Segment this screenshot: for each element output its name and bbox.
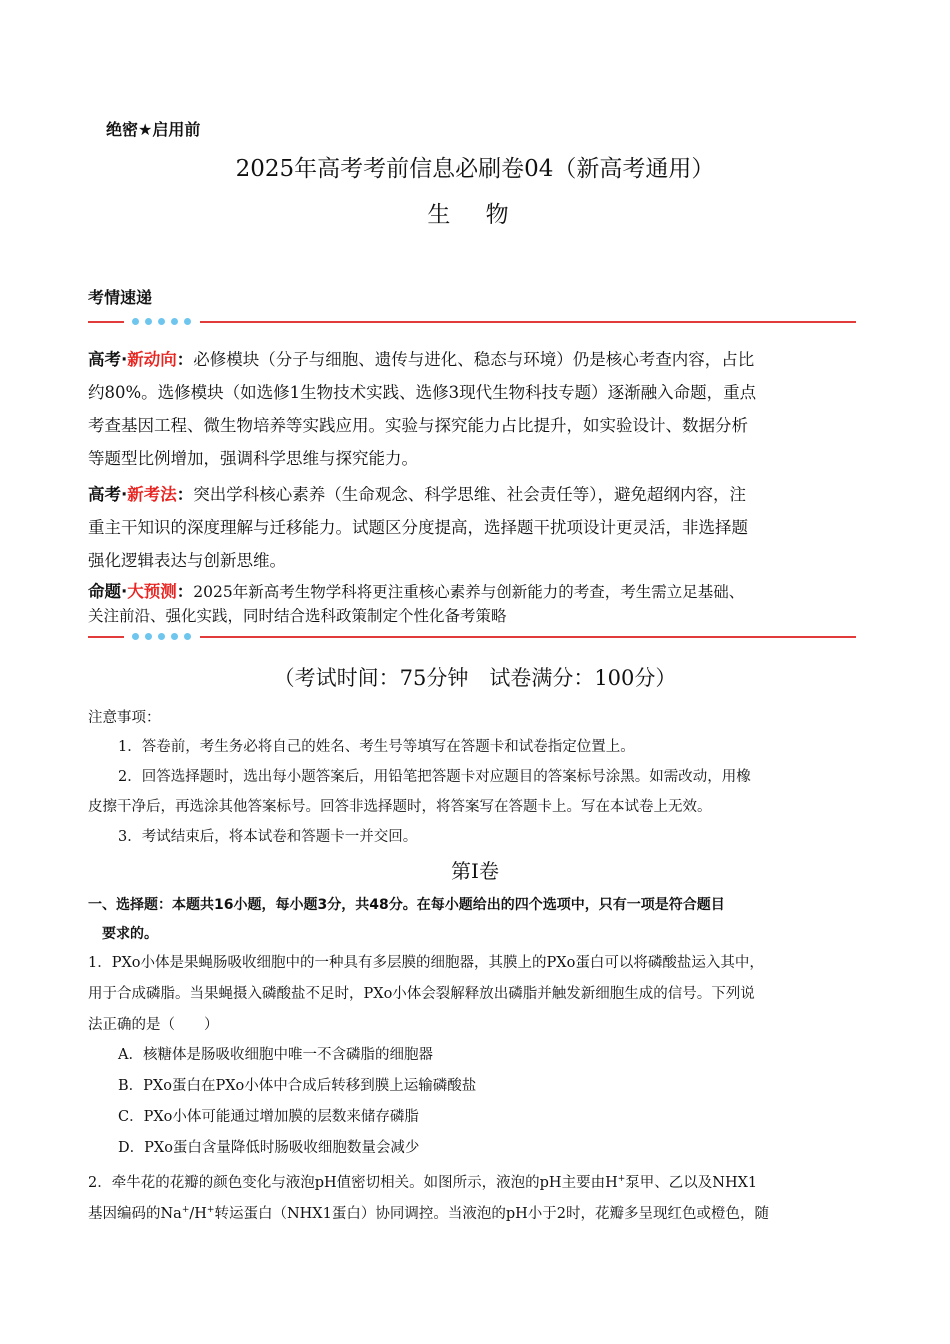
question-1-option-b: B．PXo蛋白在PXo小体中合成后转移到膜上运输磷酸盐 (118, 1078, 477, 1094)
overview-heading: 考情速递 (88, 288, 153, 307)
section-heading-line2: 要求的。 (102, 926, 158, 942)
notes-title: 注意事项： (88, 710, 161, 726)
question-2-line1: 2．牵牛花的花瓣的颜色变化与液泡pH值密切相关。如图所示，液泡的pH主要由H+泵甲、乙以及NHX1 (88, 1174, 758, 1191)
question-2-line2: 基因编码的Na+/H+转运蛋白（NHX1蛋白）协同调控。当液泡的pH小于2时，花瓣多呈现红色或橙色，随 (88, 1205, 769, 1222)
note-item-2a: 2．回答选择题时，选出每小题答案后，用铅笔把答题卡对应题目的答案标号涂黑。如需改动，用橡 (118, 769, 751, 785)
divider-top (88, 316, 856, 328)
question-1-option-c: C．PXo小体可能通过增加膜的层数来储存磷脂 (118, 1109, 419, 1125)
page-title: 2025年高考考前信息必刷卷04（新高考通用） (235, 156, 715, 182)
forecast-label: 命题·大预测： (88, 582, 194, 601)
confidential-mark: 绝密★启用前 (106, 120, 201, 139)
question-1-option-d: D．PXo蛋白含量降低时肠吸收细胞数量会减少 (118, 1140, 420, 1156)
new-method-label: 高考·新考法： (88, 485, 194, 504)
new-trend-paragraph: 高考·新动向：必修模块（分子与细胞、遗传与进化、稳态与环境）仍是核心考查内容，占比 约80%。选修模块（如选修1生物技术实践、选修3现代生物科技专题）逐渐融入命题，重点 考查基因工程、微生物培养等实践应用。实验与探究能力占比提升，如实验设计、数据分析 等题型比例增加，强调科学思维与探究能力。 (88, 350, 757, 468)
divider-bottom (88, 631, 856, 643)
exam-info: （考试时间：75分钟 试卷满分：100分） (273, 666, 677, 690)
subject-title: 生 物 (427, 202, 523, 228)
new-trend-label: 高考·新动向： (88, 350, 194, 369)
note-item-3: 3．考试结束后，将本试卷和答题卡一并交回。 (118, 829, 418, 845)
new-method-paragraph: 高考·新考法：突出学科核心素养（生命观念、科学思维、社会责任等），避免超纲内容，注 重主干知识的深度理解与迁移能力。试题区分度提高，选择题干扰项设计更灵活，非选择题 强化逻辑表达与创新思维。 (88, 485, 748, 570)
forecast-paragraph: 命题·大预测：2025年新高考生物学科将更注重核心素养与创新能力的考查，考生需立足基础、 关注前沿、强化实践，同时结合选科政策制定个性化备考策略 (88, 582, 745, 625)
note-item-1: 1．答卷前，考生务必将自己的姓名、考生号等填写在答题卡和试卷指定位置上。 (118, 739, 635, 755)
question-1: 1．PXo小体是果蝇肠吸收细胞中的一种具有多层膜的细胞器，其膜上的PXo蛋白可以将磷酸盐运入其中， 用于合成磷脂。当果蝇摄入磷酸盐不足时，PXo小体会裂解释放出磷脂并触发新细胞生成的信号。下列说 法正确的是（ ） (88, 955, 764, 1033)
section-heading-line1: 一、选择题：本题共16小题，每小题3分，共48分。在每小题给出的四个选项中，只有一项是符合题目 (88, 897, 725, 913)
volume-title: 第Ⅰ卷 (451, 859, 499, 883)
question-1-option-a: A．核糖体是肠吸收细胞中唯一不含磷脂的细胞器 (118, 1047, 433, 1063)
note-item-2b: 皮擦干净后，再选涂其他答案标号。回答非选择题时，将答案写在答题卡上。写在本试卷上无效。 (88, 799, 712, 815)
